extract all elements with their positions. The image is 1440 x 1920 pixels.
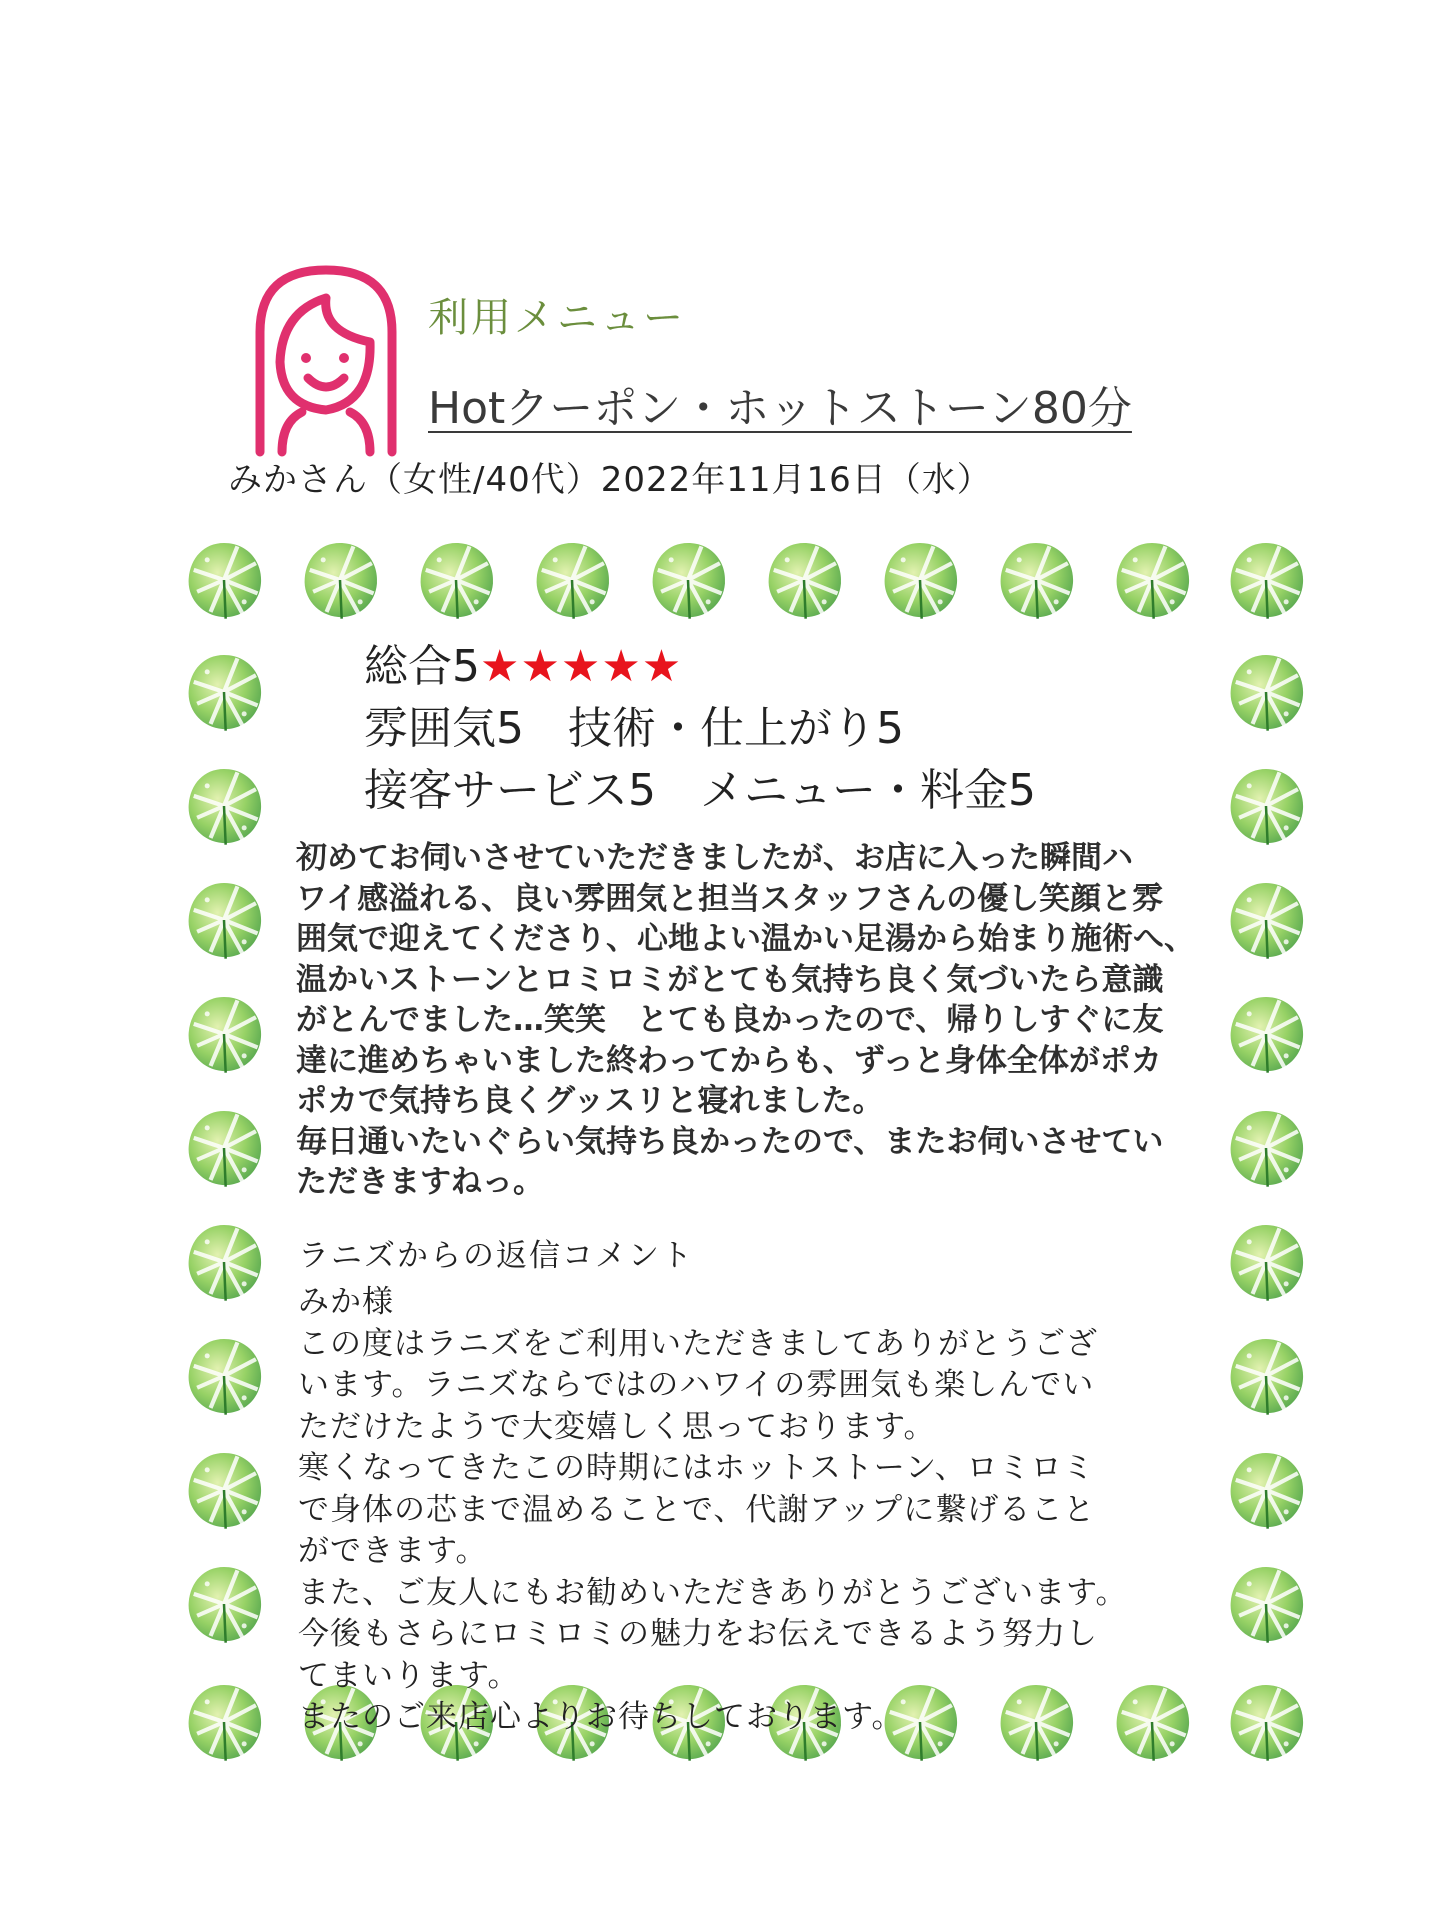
monstera-leaf-icon [1110,538,1194,622]
menu-heading: 利用メニュー [428,295,686,341]
atmosphere-rating: 雰囲気5 [364,703,524,754]
monstera-leaf-icon [1224,1562,1308,1646]
menu-price-rating: メニュー・料金5 [700,765,1036,816]
monstera-leaf-icon [1224,878,1308,962]
monstera-leaf-icon [1224,992,1308,1076]
monstera-leaf-icon [1224,538,1308,622]
service-rating: 接客サービス5 [364,765,656,816]
monstera-leaf-icon [182,650,266,734]
monstera-leaf-icon [182,1448,266,1532]
monstera-leaf-icon [878,538,962,622]
monstera-leaf-icon [182,764,266,848]
reviewer-info: みかさん（女性/40代）2022年11月16日（水） [228,460,992,500]
reply-comment [298,1282,1198,1739]
monstera-leaf-icon [414,538,498,622]
monstera-leaf-icon [182,538,266,622]
menu-name: Hotクーポン・ホットストーン80分 [428,383,1132,434]
woman-avatar-icon [252,262,400,462]
monstera-leaf-icon [182,1562,266,1646]
monstera-leaf-icon [1224,1106,1308,1190]
reply-body: みか様 この度はラニズをご利用いただきましてありがとうござ います。ラニズならではのハワイの雰囲気も楽しんでい ただけたようで大変嬉しく思っております。 寒くなってきたこの時期にはホットストーン、ロミロミ で身体の芯まで温めることで、代謝アップに繋げること ができます。 また、ご友人にもお勧めいただきありがとうございます。 今後もさらにロミロミの魅力をお伝えできるよう努力し てまいります。 またのご来店心よりお待ちしております。 [298,1284,1128,1735]
monstera-leaf-icon [1224,1220,1308,1304]
monstera-leaf-icon [182,878,266,962]
monstera-leaf-icon [530,538,614,622]
review-text [296,838,1196,1203]
monstera-leaf-icon [182,1220,266,1304]
monstera-leaf-icon [1224,1680,1308,1764]
rating-row-1 [364,698,1036,760]
review-body: 初めてお伺いさせていただきましたが、お店に入った瞬間ハ ワイ感溢れる、良い雰囲気と担当スタッフさんの優し笑顔と雰 囲気で迎えてくださり、心地よい温かい足湯から始まり施術へ、 温かいストーンとロミロミがとても気持ち良く気づいたら意識 がとんでました…笑笑 とても良かったので、帰りしすぐに友 達に進めちゃいました終わってからも、ずっと身体全体がポカ ポカで気持ち良くグッスリと寝れました。 毎日通いたいぐらい気持ち良かったので、またお伺いさせてい ただきますねっ。 [296,840,1195,1200]
monstera-leaf-icon [1224,650,1308,734]
reply-title: ラニズからの返信コメント [298,1238,694,1274]
monstera-leaf-icon [182,1106,266,1190]
monstera-leaf-icon [762,538,846,622]
star-rating-icon: ★★★★★ [480,641,683,692]
monstera-leaf-icon [1224,764,1308,848]
monstera-leaf-icon [1224,1448,1308,1532]
monstera-leaf-icon [994,538,1078,622]
monstera-leaf-icon [182,1334,266,1418]
rating-row-2 [364,760,1036,822]
monstera-leaf-icon [298,538,382,622]
monstera-leaf-icon [1224,1334,1308,1418]
ratings-block [364,636,1036,822]
monstera-leaf-icon [646,538,730,622]
monstera-leaf-icon [182,992,266,1076]
monstera-leaf-icon [182,1680,266,1764]
overall-rating [364,636,1036,698]
overall-label: 総合5 [364,641,480,692]
technique-rating: 技術・仕上がり5 [568,703,904,754]
